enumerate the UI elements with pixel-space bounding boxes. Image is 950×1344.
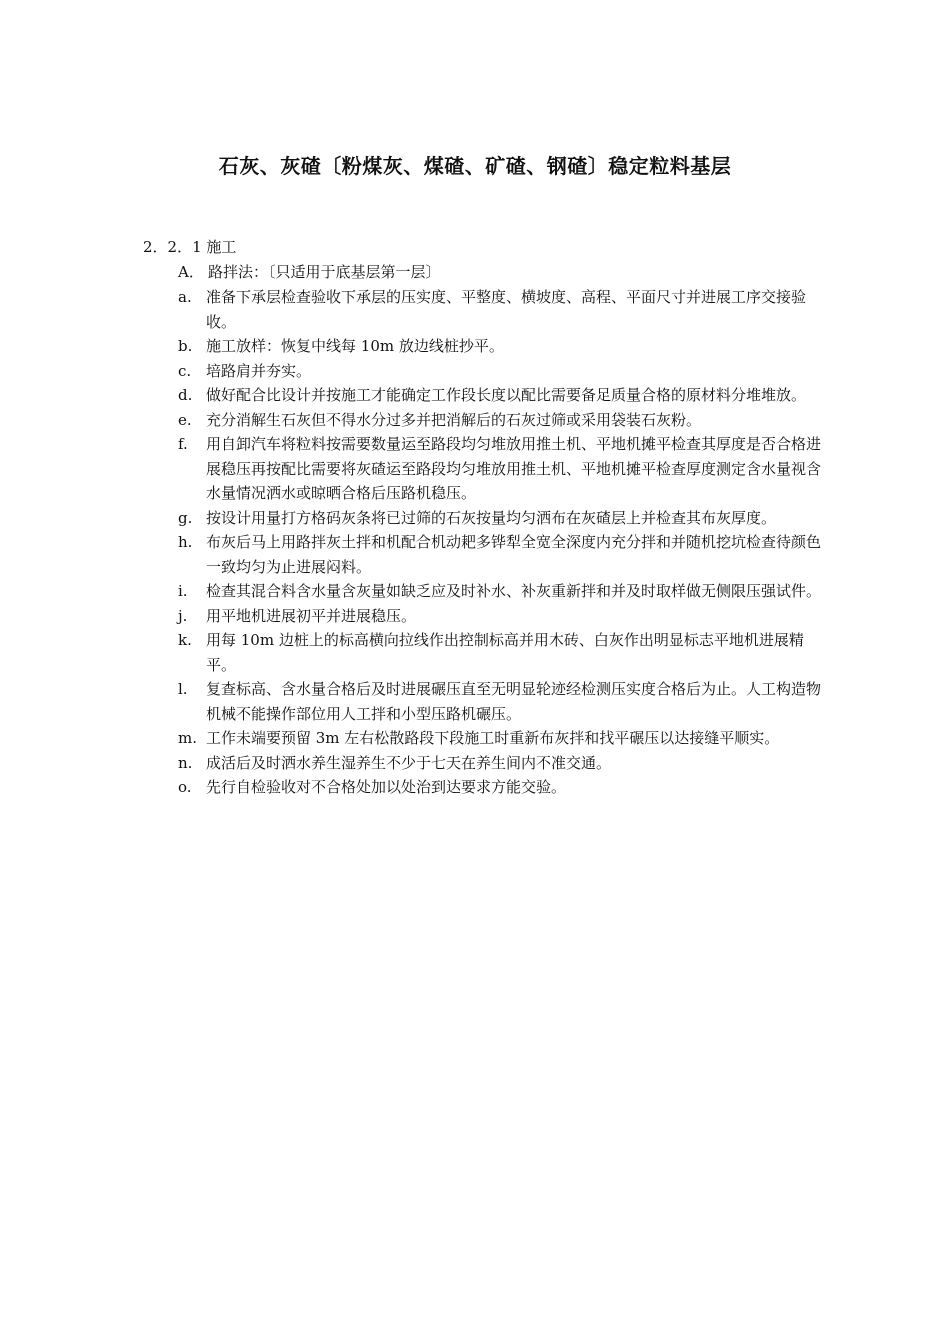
list-item (178, 628, 828, 677)
list-item-marker: k. (178, 631, 192, 649)
list-item-marker: i. (178, 582, 188, 600)
list-item-text: 充分消解生石灰但不得水分过多并把消解后的石灰过筛或采用袋装石灰粉。 (206, 410, 702, 429)
list-item-marker: d. (178, 386, 193, 404)
list-item-marker: l. (178, 680, 188, 698)
list-item (178, 285, 828, 334)
subsection-text: 路拌法：〔只适用于底基层第一层〕 (208, 263, 441, 281)
list-item-marker: h. (178, 533, 193, 551)
list-item-marker: m. (178, 729, 197, 747)
list-item (178, 604, 828, 629)
list-item (178, 677, 828, 726)
list-item-text: 复查标高、含水量合格后及时进展碾压直至无明显轮迹经检测压实度合格后为止。人工构造物机械不能操作部位用人工拌和小型压路机碾压。 (206, 680, 822, 723)
list-item-marker: f. (178, 435, 188, 453)
list-item-text: 做好配合比设计并按施工才能确定工作段长度以配比需要备足质量合格的原材料分堆堆放。 (206, 386, 807, 404)
list-item (178, 408, 828, 433)
list-item (178, 432, 828, 506)
list-item-text: 先行自检验收对不合格处加以处治到达要求方能交验。 (206, 778, 567, 796)
list-item-text: 用自卸汽车将粒料按需要数量运至路段均匀堆放用推土机、平地机摊平检查其厚度是否合格进展稳压再按配比需要将灰碴运至路段均匀堆放用推土机、平地机摊平检查厚度测定含水量视含水量情况洒水或晾晒合格后压路机稳压。 (206, 435, 822, 502)
list-item-text: 用每 10m 边桩上的标高横向拉线作出控制标高并用木砖、白灰作出明显标志平地机进展精平。 (206, 631, 804, 674)
list-item-text: 工作未端要预留 3m 左右松散路段下段施工时重新布灰拌和找平碾压以达接缝平顺实。 (206, 729, 780, 747)
list-item (178, 726, 828, 751)
list-item (178, 751, 828, 776)
section-heading: 2．2．1 施工 (143, 238, 237, 256)
list-item-text: 准备下承层检查验收下承层的压实度、平整度、横坡度、高程、平面尺寸并进展工序交接验收。 (206, 288, 807, 331)
list-item-text: 培路肩并夯实。 (206, 361, 312, 380)
list-item (178, 775, 828, 800)
list-item (178, 383, 828, 408)
list-item-marker: b. (178, 337, 193, 355)
subsection-label: A． (178, 263, 204, 281)
list-item-text: 施工放样：恢复中线每 10m 放边线桩抄平。 (206, 337, 504, 355)
list-item (178, 506, 828, 531)
list-item-marker: n. (178, 753, 193, 772)
subsection-heading (178, 261, 441, 283)
document-title: 石灰、灰碴〔粉煤灰、煤碴、矿碴、钢碴〕稳定粒料基层 (218, 154, 732, 178)
list-item-marker: e. (178, 410, 192, 429)
list-item-marker: g. (178, 508, 193, 527)
list-item-marker: o. (178, 778, 192, 796)
list-item-text: 用平地机进展初平并进展稳压。 (206, 606, 417, 625)
list-item (178, 334, 828, 359)
list-item-marker: c. (178, 361, 192, 380)
list-item (178, 530, 828, 579)
list-item-text: 按设计用量打方格码灰条将已过筛的石灰按量均匀洒布在灰碴层上并检查其布灰厚度。 (206, 508, 777, 527)
list-item-text: 检查其混合料含水量含灰量如缺乏应及时补水、补灰重新拌和并及时取样做无侧限压强试件。 (206, 582, 822, 600)
list-item (178, 579, 828, 604)
list-item (178, 359, 828, 384)
procedure-list (178, 285, 828, 800)
list-item-text: 布灰后马上用路拌灰土拌和机配合机动耙多铧犁全宽全深度内充分拌和并随机挖坑检查待颜色一致均匀为止进展闷料。 (206, 533, 822, 576)
list-item-marker: a. (178, 288, 192, 306)
list-item-text: 成活后及时洒水养生湿养生不少于七天在养生间内不准交通。 (206, 753, 612, 772)
list-item-marker: j. (178, 606, 188, 625)
